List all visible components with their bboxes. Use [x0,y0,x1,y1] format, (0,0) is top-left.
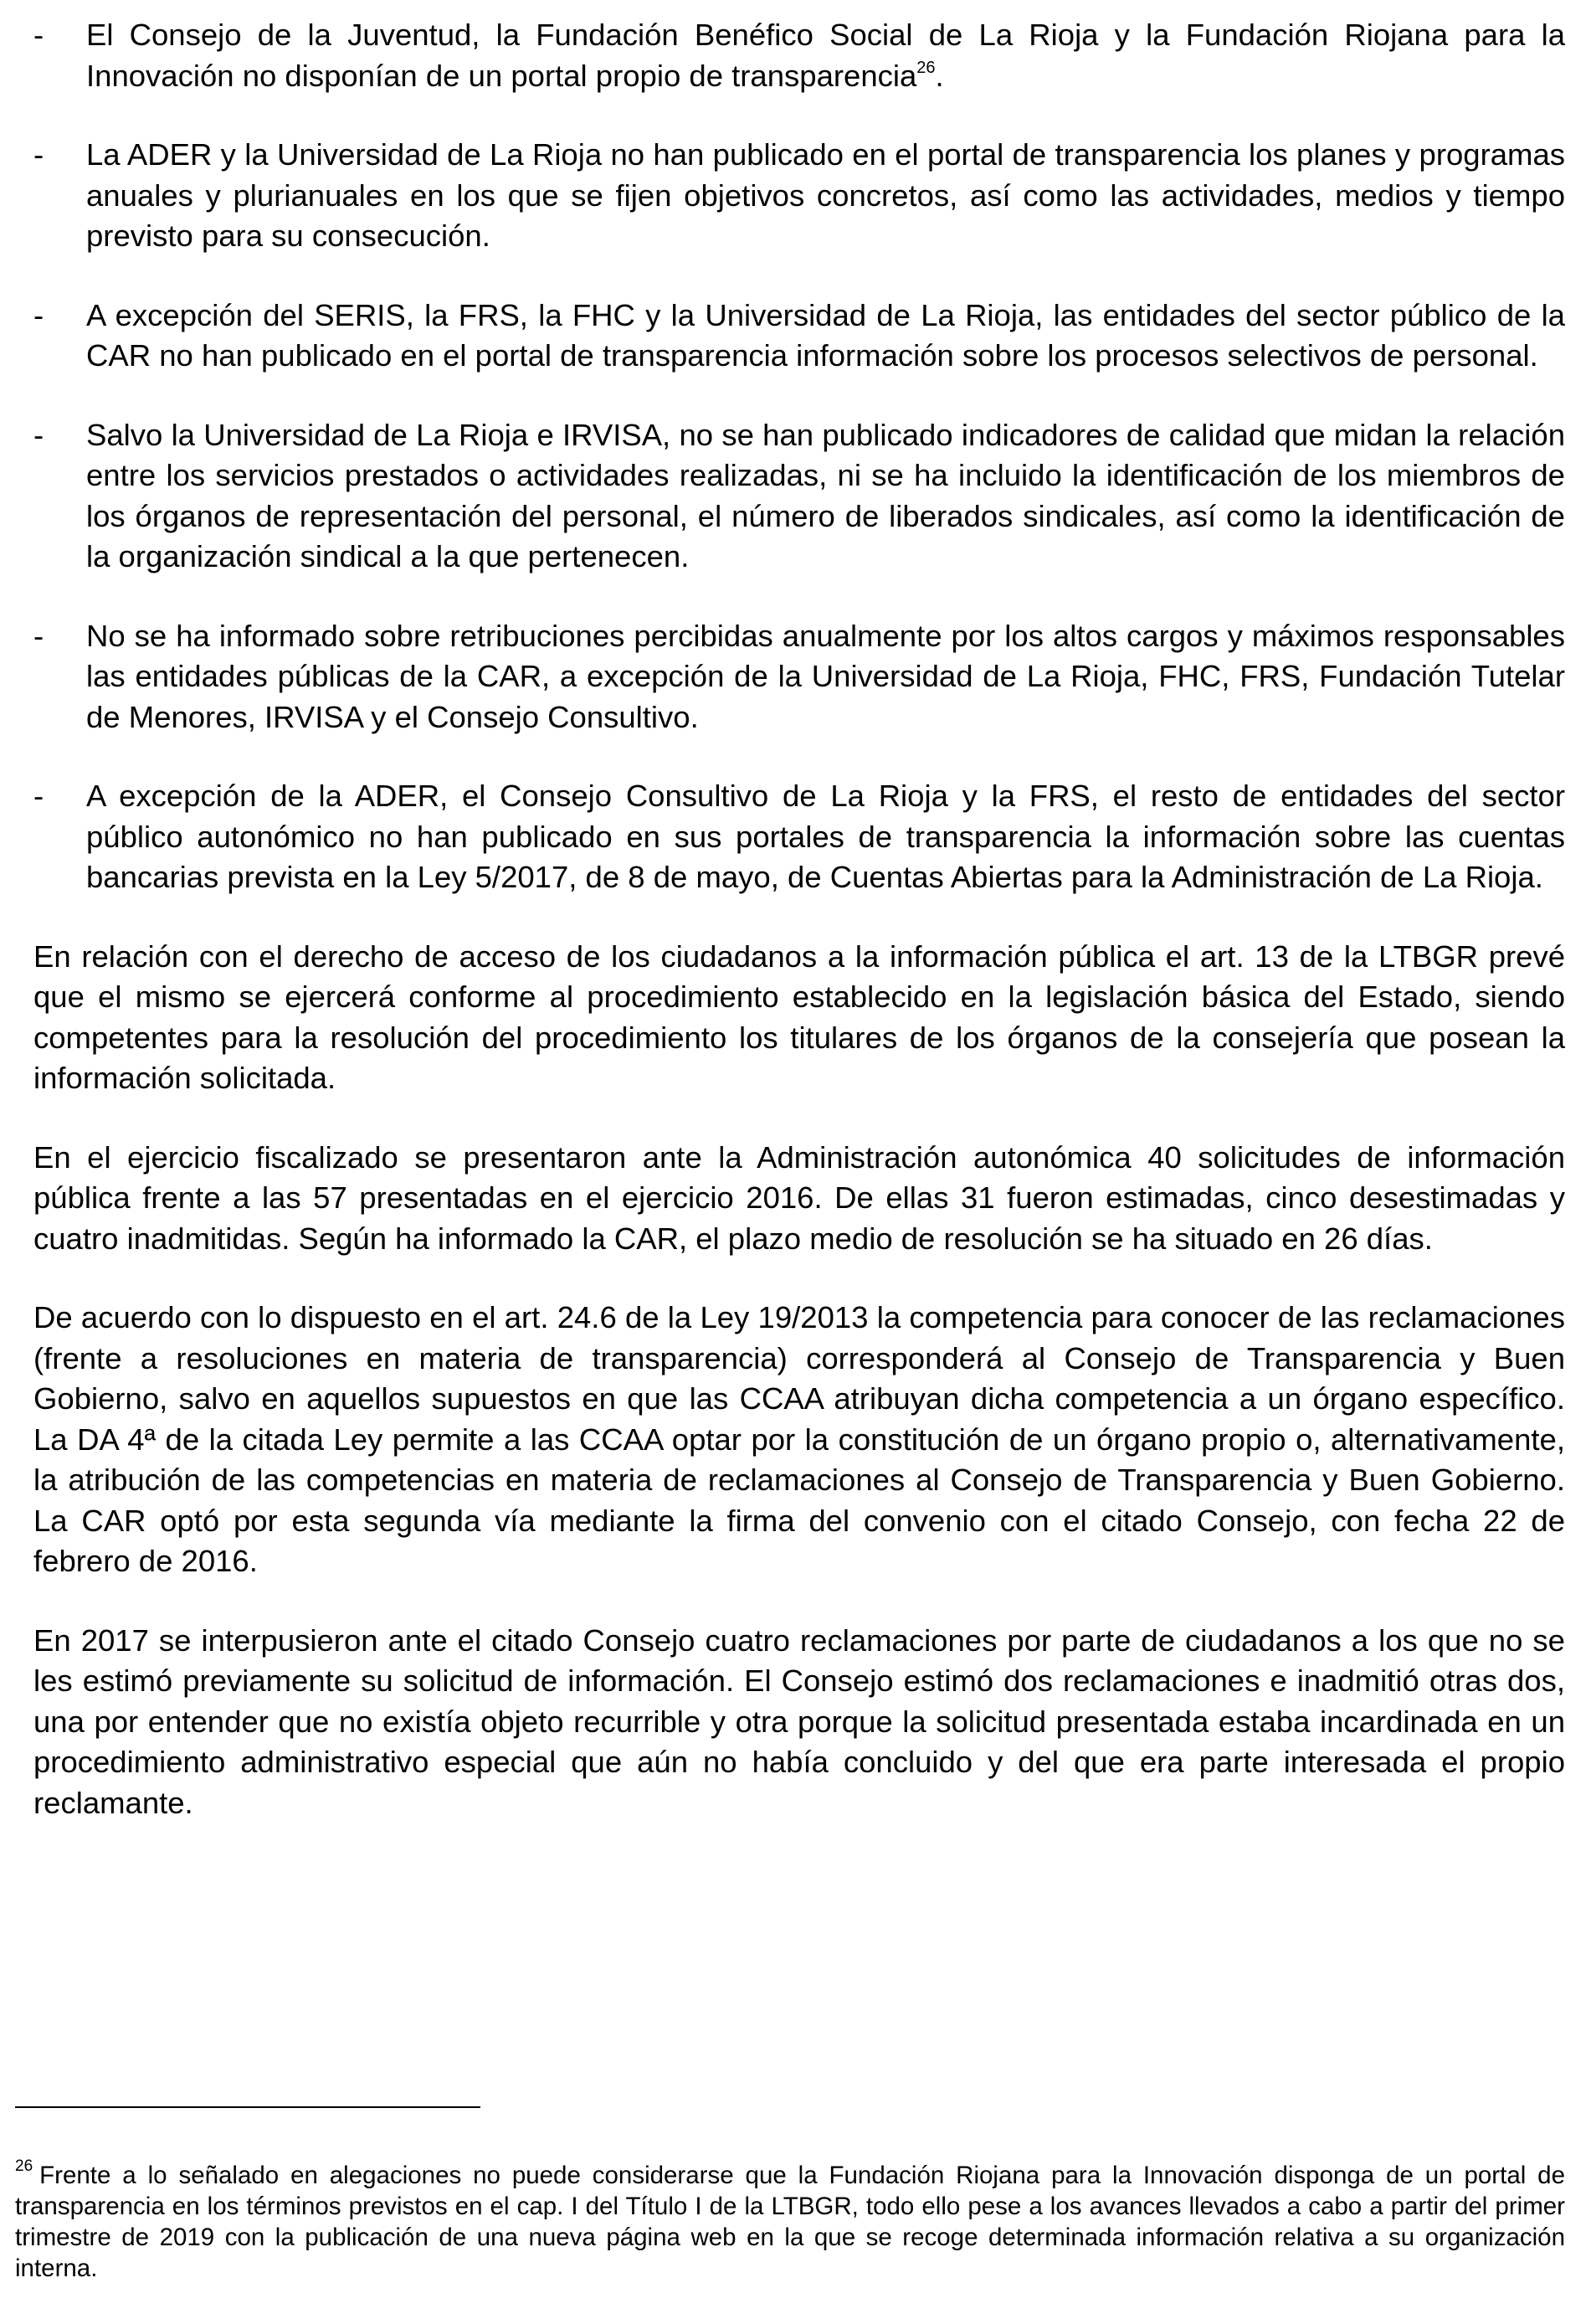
bullet-item [33,296,1565,377]
bullet-item [33,15,1565,96]
bullet-text: El Consejo de la Juventud, la Fundación Benéfico Social de La Rioja y la Fundación Riojana para la Innovación no disponían de un portal propio de transparencia [86,18,1565,93]
bullet-item [33,776,1565,898]
bullet-text-end: . [935,58,944,93]
body-paragraph: En 2017 se interpusieron ante el citado Consejo cuatro reclamaciones por parte de ciudadanos a los que no se les estimó previamente su solicitud de información. El Consejo estimó dos reclamaciones e inadmitió otras dos, una por entender que no existía objeto recurrible y otra porque la solicitud presentada estaba incardinada en un procedimiento administrativo especial que aún no había concluido y del que era parte interesada el propio reclamante. [33,1622,1565,1820]
bullet-text: A excepción del SERIS, la FRS, la FHC y la Universidad de La Rioja, las entidades del sector público de la CAR no han publicado en el portal de transparencia información sobre los procesos selectivos de personal. [86,297,1565,373]
body-paragraph: En relación con el derecho de acceso de los ciudadanos a la información pública el art. 13 de la LTBGR prevé que el mismo se ejercerá conforme al procedimiento establecido en la legislación básica del Estado, siendo competentes para la resolución del procedimiento los titulares de los órganos de la consejería que posean la información solicitada. [33,938,1565,1095]
bullet-dash: - [33,417,44,452]
footnote [15,2157,1565,2284]
bullet-item [33,135,1565,257]
body-paragraph: De acuerdo con lo dispuesto en el art. 24.6 de la Ley 19/2013 la competencia para conocer de las reclamaciones (frente a resoluciones en materia de transparencia) corresponderá al Consejo de Transparencia y Buen Gobierno, salvo en aquellos supuestos en que las CCAA atribuyan dicha competencia a un órgano específico. La DA 4ª de la citada Ley permite a las CCAA optar por la constitución de un órgano propio o, alternativamente, la atribución de las competencias en materia de reclamaciones al Consejo de Transparencia y Buen Gobierno. La CAR optó por esta segunda vía mediante la firma del convenio con el citado Consejo, con fecha 22 de febrero de 2016. [33,1300,1565,1578]
bullet-dash: - [33,137,44,172]
footnote-number: 26 [15,2157,33,2176]
body-paragraph: En el ejercicio fiscalizado se presentaron ante la Administración autonómica 40 solicitudes de información pública frente a las 57 presentadas en el ejercicio 2016. De ellas 31 fueron estimadas, cinco desestimadas y cuatro inadmitidas. Según ha informado la CAR, el plazo medio de resolución se ha situado en 26 días. [33,1139,1565,1256]
bullet-text: No se ha informado sobre retribuciones percibidas anualmente por los altos cargos y máximos responsables las entidades públicas de la CAR, a excepción de la Universidad de La Rioja, FHC, FRS, Fundación Tutelar de Menores, IRVISA y el Consejo Consultivo. [86,618,1565,734]
bullet-dash: - [33,779,44,813]
bullet-dash: - [33,297,44,332]
bullet-item [33,415,1565,578]
bullet-item [33,616,1565,738]
footnote-text: Frente a lo señalado en alegaciones no puede considerarse que la Fundación Riojana para la Innovación disponga de un portal de transparencia en los términos previstos en el cap. I del Título I de la LTBGR, todo ello pese a los avances llevados a cabo a partir del primer trimestre de 2019 con la publicación de una nueva página web en la que se recoge determinada información relativa a su organización interna. [15,2162,1565,2282]
footnote-reference[interactable]: 26 [916,59,936,78]
bullet-text: A excepción de la ADER, el Consejo Consultivo de La Rioja y la FRS, el resto de entidades del sector público autonómico no han publicado en sus portales de transparencia la información sobre las cuentas bancarias prevista en la Ley 5/2017, de 8 de mayo, de Cuentas Abiertas para la Administración de La Rioja. [86,779,1565,894]
document-body [33,15,1565,1862]
footnote-divider [15,2106,480,2108]
bullet-text: Salvo la Universidad de La Rioja e IRVISA, no se han publicado indicadores de calidad que midan la relación entre los servicios prestados o actividades realizadas, ni se ha incluido la identificación de los miembros de los órganos de representación del personal, el número de liberados sindicales, así como la identificación de la organización sindical a la que pertenecen. [86,417,1565,573]
bullet-dash: - [33,18,44,52]
bullet-text: La ADER y la Universidad de La Rioja no han publicado en el portal de transparencia los planes y programas anuales y plurianuales en los que se fijen objetivos concretos, así como las actividades, medios y tiempo previsto para su consecución. [86,137,1565,253]
bullet-dash: - [33,618,44,653]
